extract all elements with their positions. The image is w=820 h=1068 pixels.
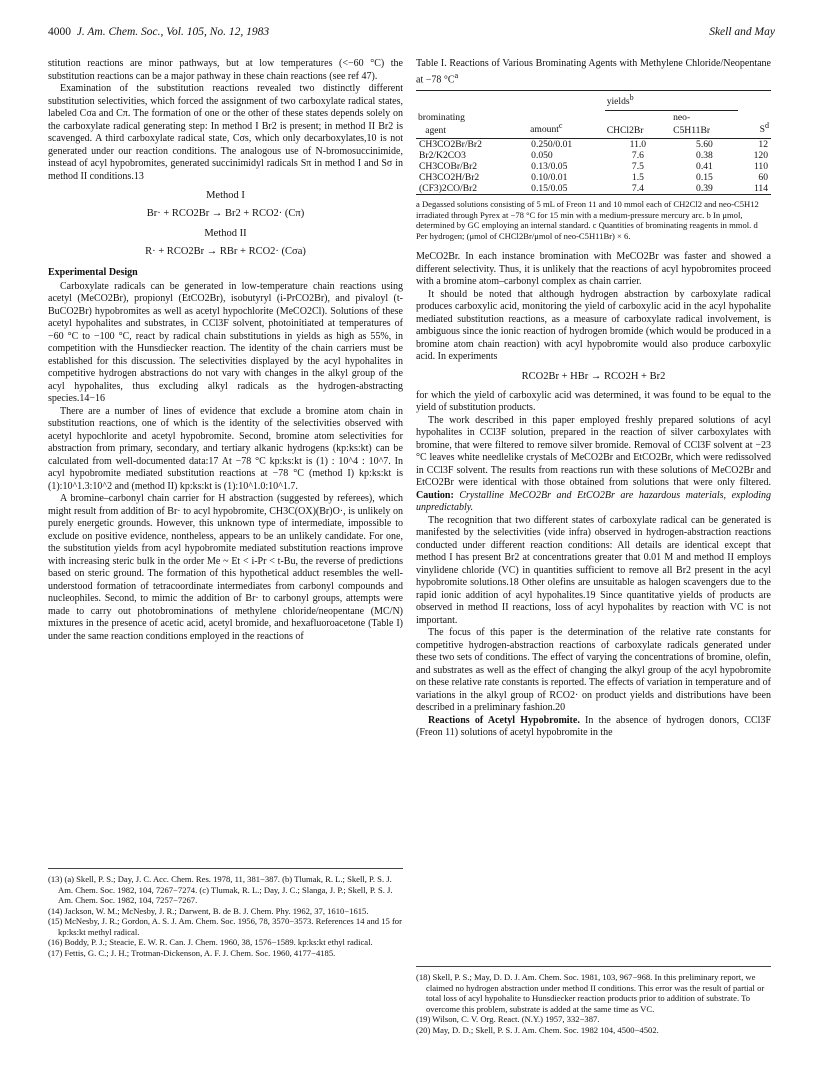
page-number: 4000 xyxy=(48,26,71,38)
hbr-equation: RCO2Br + HBr → RCO2H + Br2 xyxy=(521,370,666,382)
method-2-equation xyxy=(48,227,403,259)
paragraph: A bromine–carbonyl chain carrier for H abstraction (suggested by referees), which might result from addition of Br· to acyl hypobromite, CH3C(OX)(Br)O·, is unlikely on purely energetic grounds. However, this unknown type of intermediate, impossible to exclude on positive evidence, nontheless, appears to be an unlikely candidate. For one, the substitution yields from acyl hypobromite mediated substitution reactions improve with increasing steric bulk in the order Me ~ Et < i-Pr < t-Bu, the reverse of predictions based on steric ground. The formation of this hypothetical adduct resembles the well-understood formation of tetracoordinate intermediates from carbonyl compounds and nucleophiles. Second, to mimic the addition of Br· to carbonyl groups, attempts were made to carry out photobrominations of methylene chloride/neopentane (MC/N) mixtures in the presence of acetic acid, acetyl bromide, and hexafluoroacetone (Table I) under the same reaction conditions employed in the reactions of xyxy=(48,493,403,642)
caution-text: Crystalline MeCO2Br and EtCO2Br are hazardous materials, exploding unpredictably. xyxy=(416,489,772,514)
table-row: (CF3)2CO/Br2 0.15/0.05 7.4 0.39 114 xyxy=(416,183,771,195)
paragraph: The focus of this paper is the determination of the relative rate constants for competitive hydrogen-abstraction reactions of carboxylate radicals generated under these two sets of conditions. The effect of varying the concentrations of bromine, olefin, and substrates as well as the effect of changing the alkyl group of the acyl hypobromite on these relative rate constants is reported. The effects of variation in temperature and of variations in the alkyl group of RCO2· on product yields and distributions have been described in a preliminary fashion.20 xyxy=(416,627,771,714)
paragraph: The work described in this paper employed freshly prepared solutions of acyl hypohalites in CCl3F solution, prepared in the reaction of silver carboxylates with bromine, that were filtered to remove silver bromide. Removal of CCl3F solvent at −23 °C leaves white needlelike crystals of MeCO2Br and EtCO2Br, which were redissolved in CCl3F solvent. The results from reactions run with these solutions of MeCO2Br and EtCO2Br were identical with those obtained from solutions that were only filtered. Caution: Crystalline MeCO2Br and EtCO2Br are hazardous materials, exploding unpredictably. xyxy=(416,414,772,514)
paragraph: There are a number of lines of evidence that exclude a bromine atom chain in substitution reactions, one of which is the identity of the selectivities observed with acetyl hypochlorite and acetyl hypobromite. Second, bromine atom selectivities for abstraction from primary, secondary, and tertiary alkanic hydrogens (kp:ks:kt) can be calculated from well-documented data:17 At −78 °C kp:ks:kt is (1) : 10^4 : 10^7. In acyl hypobromite mediated substitution reactions at −78 °C (method I) kp:ks:kt is (1):10^1.3:10^2 and (method II) kp:ks:kt is (1):10^1.0:10^1.7. xyxy=(48,405,403,492)
footnote-17: (17) Fettis, G. C.; J. H.; Trotman-Dickenson, A. F. J. Chem. Soc. 1960, 4177−4185. xyxy=(48,947,336,958)
footnote-rule xyxy=(48,868,403,869)
col-chcl2br: CHCl2Br xyxy=(606,124,644,136)
paragraph: Carboxylate radicals can be generated in low-temperature chain reactions using acetyl (MeCO2Br), propionyl (EtCO2Br), isobutyryl (i-PrCO2Br), and pivaloyl (t-BuCO2Br) hypobromites as well as acetyl hypochlorite (MeCO2Cl). Solutions of these acetyl hypohalites and substrates, in CCl3F solvent, photoinitiated at temperatures of −60 °C to −100 °C, react by radical chain substitutions in yields as high as 55%, in competition with the Hunsdiecker reaction. The identity of the chain carriers must be established for this discussion. The selectivities displayed by the acyl hypohalites in competitive hydrogen abstractions do not vary with changes in the alkyl group of the acyl hypohalites, thus excluding alkyl radicals as the hydrogen-abstracting species.14−16 xyxy=(48,280,403,404)
left-footnotes xyxy=(48,868,403,958)
footnote-13: (13) (a) Skell, P. S.; Day, J. C. Acc. Chem. Res. 1978, 11, 381−387. (b) Tlumak, R. L.; Skell, P. S. J. Am. Chem. Soc. 1982, 104, 7267−7274. (c) Tlumak, R. L.; Day, J. C.; Slanga, J. P.; Skell, P. S. J. Am. Chem. Soc. 1982, 104, 7257−7267. xyxy=(48,874,393,905)
caution-label: Caution: xyxy=(416,489,454,501)
table-row: Br2/K2CO3 0.050 7.6 0.38 120 xyxy=(419,150,768,162)
left-column xyxy=(48,58,403,643)
journal-citation: J. Am. Chem. Soc., Vol. 105, No. 12, 1983 xyxy=(76,26,270,38)
paragraph: MeCO2Br. In each instance bromination with MeCO2Br was faster and showed a different selectivity. Thus, it is unlikely that the reactions of acyl hypobromites proceed with a bromine atom–carbonyl complex as chain carrier. xyxy=(416,251,771,288)
footnote-rule xyxy=(416,966,771,967)
paragraph: for which the yield of carboxylic acid was determined, it was found to be equal to the yield of substitution products. xyxy=(416,389,771,414)
footnote-15: (15) McNesby, J. R.; Gordon, A. S. J. Am. Chem. Soc. 1956, 78, 3570−3573. References 14 and 15 for kp:ks:kt methyl radical. xyxy=(48,916,402,937)
method-1-equation xyxy=(48,189,403,221)
footnote-19: (19) Wilson, C. V. Org. React. (N.Y.) 1957, 332−387. xyxy=(416,1014,600,1024)
col-agent: brominating agent xyxy=(418,112,465,136)
col-s: $S^d$ xyxy=(759,121,769,136)
right-column xyxy=(416,58,771,740)
footnote-14: (14) Jackson, W. M.; McNesby, J. R.; Darwent, B. de B. J. Chem. Phy. 1962, 37, 1610−1615. xyxy=(48,905,369,916)
paragraph: It should be noted that although hydrogen abstraction by carboxylate radical produces carboxylic acid, monitoring the yield of carboxylic acid in the acyl hypohalite mediated substitution reactions, as a measure of carboxylate radical involvement, is ambiguous since the ionic reaction of hydrogen bromide (which would be produced in a bromine atom chain reaction) with acyl hypobromite would also produce carboxylic acid. In experiments xyxy=(416,288,771,363)
table-row: CH3COBr/Br2 0.13/0.05 7.5 0.41 110 xyxy=(419,161,768,173)
paragraph: The recognition that two different states of carboxylate radical can be generated is manifested by the selectivities (vide infra) observed in hydrogen-abstraction reactions conducted under different reaction conditions: All details are identical except that method I has present Br2 at concentrations greater that 0.01 M and method II employs vinylidene chloride (VC) in quantities sufficient to remove all Br2 present in the acyl hypobromite solutions.18 Other olefins are unsuitable as halogen scavengers due to the rapid ionic addition of acyl hypohalites.19 Since quantitative yields of products are observed in method II reactions, loss of acyl hypohalites by reaction with VC is not important. xyxy=(416,514,771,626)
table-title: Table I. Reactions of Various Brominating Agents with Methylene Chloride/Neopentane at −78 $^\circ C^a$ xyxy=(416,58,771,86)
yields-header: yields$^b$ xyxy=(605,91,738,111)
method-1-label: Method I xyxy=(206,190,245,201)
header-authors: Skell and May xyxy=(709,26,775,38)
section-heading: Experimental Design xyxy=(48,267,138,278)
method-2-reaction: R· + RCO2Br → RBr + RCO2· (Cσa) xyxy=(145,246,306,257)
table-row: CH3CO2H/Br2 0.10/0.01 1.5 0.15 60 xyxy=(419,172,768,184)
paragraph: Reactions of Acetyl Hypobromite. In the absence of hydrogen donors, CCl3F (Freon 11) solutions of acetyl hypobromite in the xyxy=(416,714,772,739)
footnote-18: (18) Skell, P. S.; May, D. D. J. Am. Chem. Soc. 1981, 103, 967−968. In this preliminary report, we claimed no hydrogen abstraction under method II conditions. This error was the result of partial or total loss of acyl hypohalite to Hunsdiecker reaction products prior to addition of substrate. To overcome this problem, substrate is added at the same time as VC. xyxy=(416,972,765,1014)
paragraph: stitution reactions are minor pathways, but at low temperatures (<−60 °C) the substitution reactions can be a major pathway in these chain reactions (see ref 47). xyxy=(48,58,403,82)
table-1 xyxy=(416,58,771,241)
method-2-label: Method II xyxy=(204,228,247,239)
method-1-reaction: Br· + RCO2Br → Br2 + RCO2· (Cπ) xyxy=(146,208,305,219)
header-left xyxy=(48,26,269,38)
table-footnote: a Degassed solutions consisting of 5 mL of Freon 11 and 10 mmol each of CH2Cl2 and neo-C5H12 irradiated through Pyrex at −78 °C for 15 min with a medium-pressure mercury arc. b In μmol, determined by GC employing an internal standard. c Quantities of brominating reagents in mmol. d Per hydrogen; (μmol of CHCl2Br/μmol of neo-C5H11Br) × 6. xyxy=(416,199,759,241)
footnote-20: (20) May, D. D.; Skell, P. S. J. Am. Chem. Soc. 1982 104, 4500−4502. xyxy=(416,1024,659,1035)
paragraph: Examination of the substitution reactions revealed two distinctly different substitution selectivities, which forced the assignment of two carboxylate radical states, labeled Cσa and Cπ. The formation of one or the other of these states depends solely on the carboxylate radical generating step: In method I Br2 is present; in method II Br2 is scavenged. A third carboxylate radical state, Cσs, which only decarboxylates,10 is not generated under our reaction conditions. The analogous use of N-bromosuccinimide, instead of acyl hypobromites, generated succinimidyl radicals Sπ in method I and Sσ in method II conditions.13 xyxy=(48,83,403,182)
running-header xyxy=(48,26,775,42)
col-neo: neo- C5H11Br xyxy=(673,112,711,136)
right-footnotes xyxy=(416,966,771,1035)
subsection-heading: Reactions of Acetyl Hypobromite. xyxy=(428,714,580,726)
footnote-16: (16) Boddy, P. J.; Steacie, E. W. R. Can. J. Chem. 1960, 38, 1576−1589. kp:ks:kt ethyl radical. xyxy=(48,937,373,947)
table-grid xyxy=(416,90,771,195)
table-row: CH3CO2Br/Br2 0.250/0.01 11.0 5.60 12 xyxy=(419,139,768,151)
col-amount: amount$^c$ xyxy=(530,121,563,136)
